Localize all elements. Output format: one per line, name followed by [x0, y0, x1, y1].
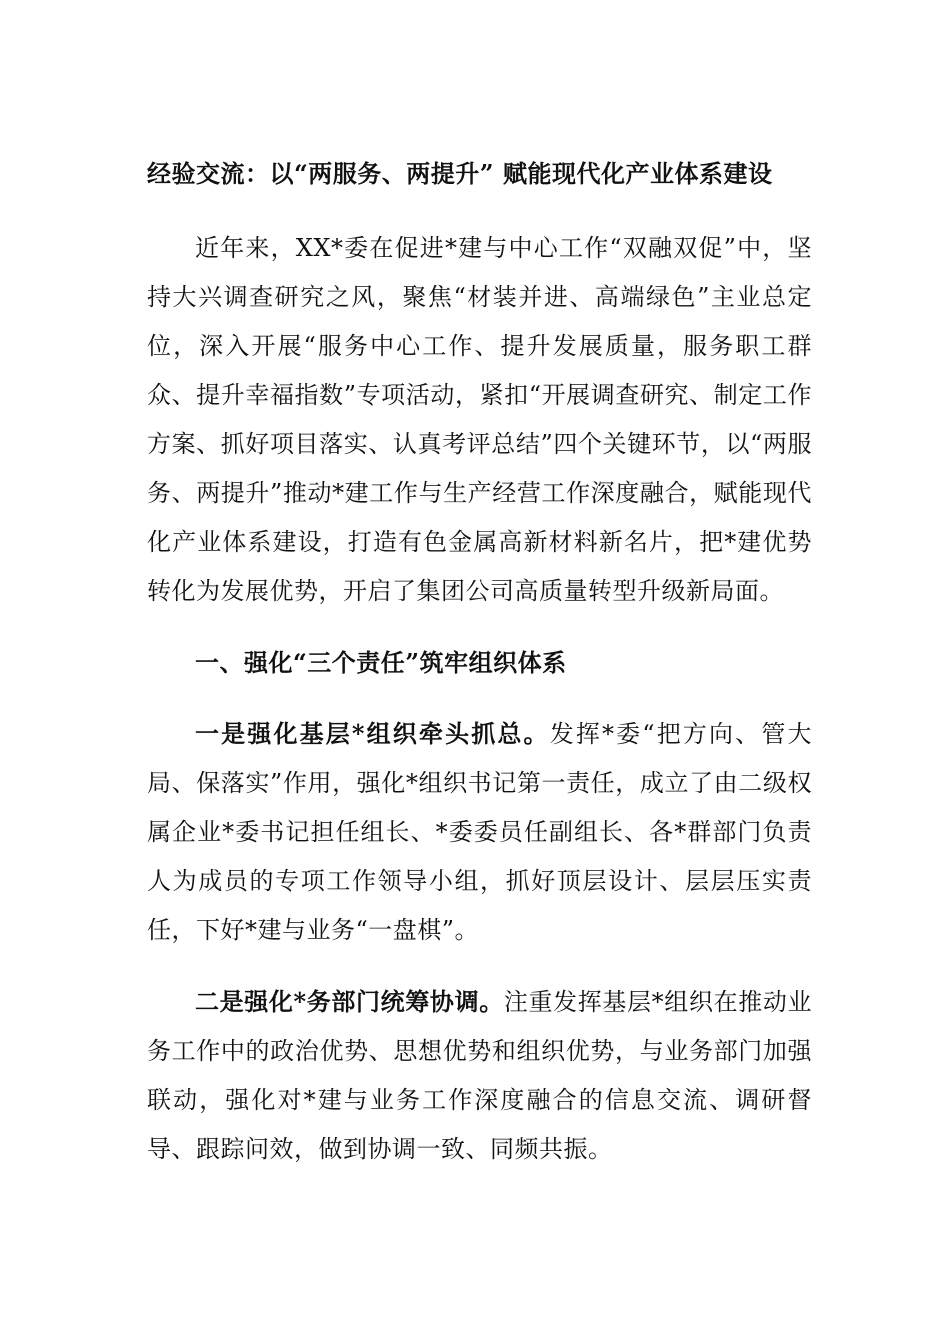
item-2-body: 注重发挥基层*组织在推动业务工作中的政治优势、思想优势和组织优势，与业务部门加强联动，强化对*建与业务工作深度融合的信息交流、调研督导、跟踪问效，做到协调一致、同频共振。	[147, 988, 812, 1163]
item-paragraph-2	[147, 977, 812, 1174]
item-1-body: 发挥*委“把方向、管大局、保落实”作用，强化*组织书记第一责任，成立了由二级权属企业*委书记担任组长、*委委员任副组长、各*群部门负责人为成员的专项工作领导小组，抓好顶层设计、层层压实责任，下好*建与业务“一盘棋”。	[147, 720, 812, 944]
document-body	[147, 150, 812, 1196]
item-2-lead: 二是强化*务部门统筹协调。	[195, 987, 504, 1016]
intro-paragraph: 近年来，XX*委在促进*建与中心工作“双融双促”中，坚持大兴调查研究之风，聚焦“材装并进、高端绿色”主业总定位，深入开展“服务中心工作、提升发展质量，服务职工群众、提升幸福指数”专项活动，紧扣“开展调查研究、制定工作方案、抓好项目落实、认真考评总结”四个关键环节，以“两服务、两提升”推动*建工作与生产经营工作深度融合，赋能现代化产业体系建设，打造有色金属高新材料新名片，把*建优势转化为发展优势，开启了集团公司高质量转型升级新局面。	[147, 234, 812, 605]
item-1-lead: 一是强化基层*组织牵头抓总。	[195, 719, 550, 748]
item-paragraph-1	[147, 709, 812, 955]
section-heading-1: 一、强化“三个责任”筑牢组织体系	[195, 648, 567, 677]
document-title: 经验交流：以“两服务、两提升” 赋能现代化产业体系建设	[147, 159, 773, 188]
